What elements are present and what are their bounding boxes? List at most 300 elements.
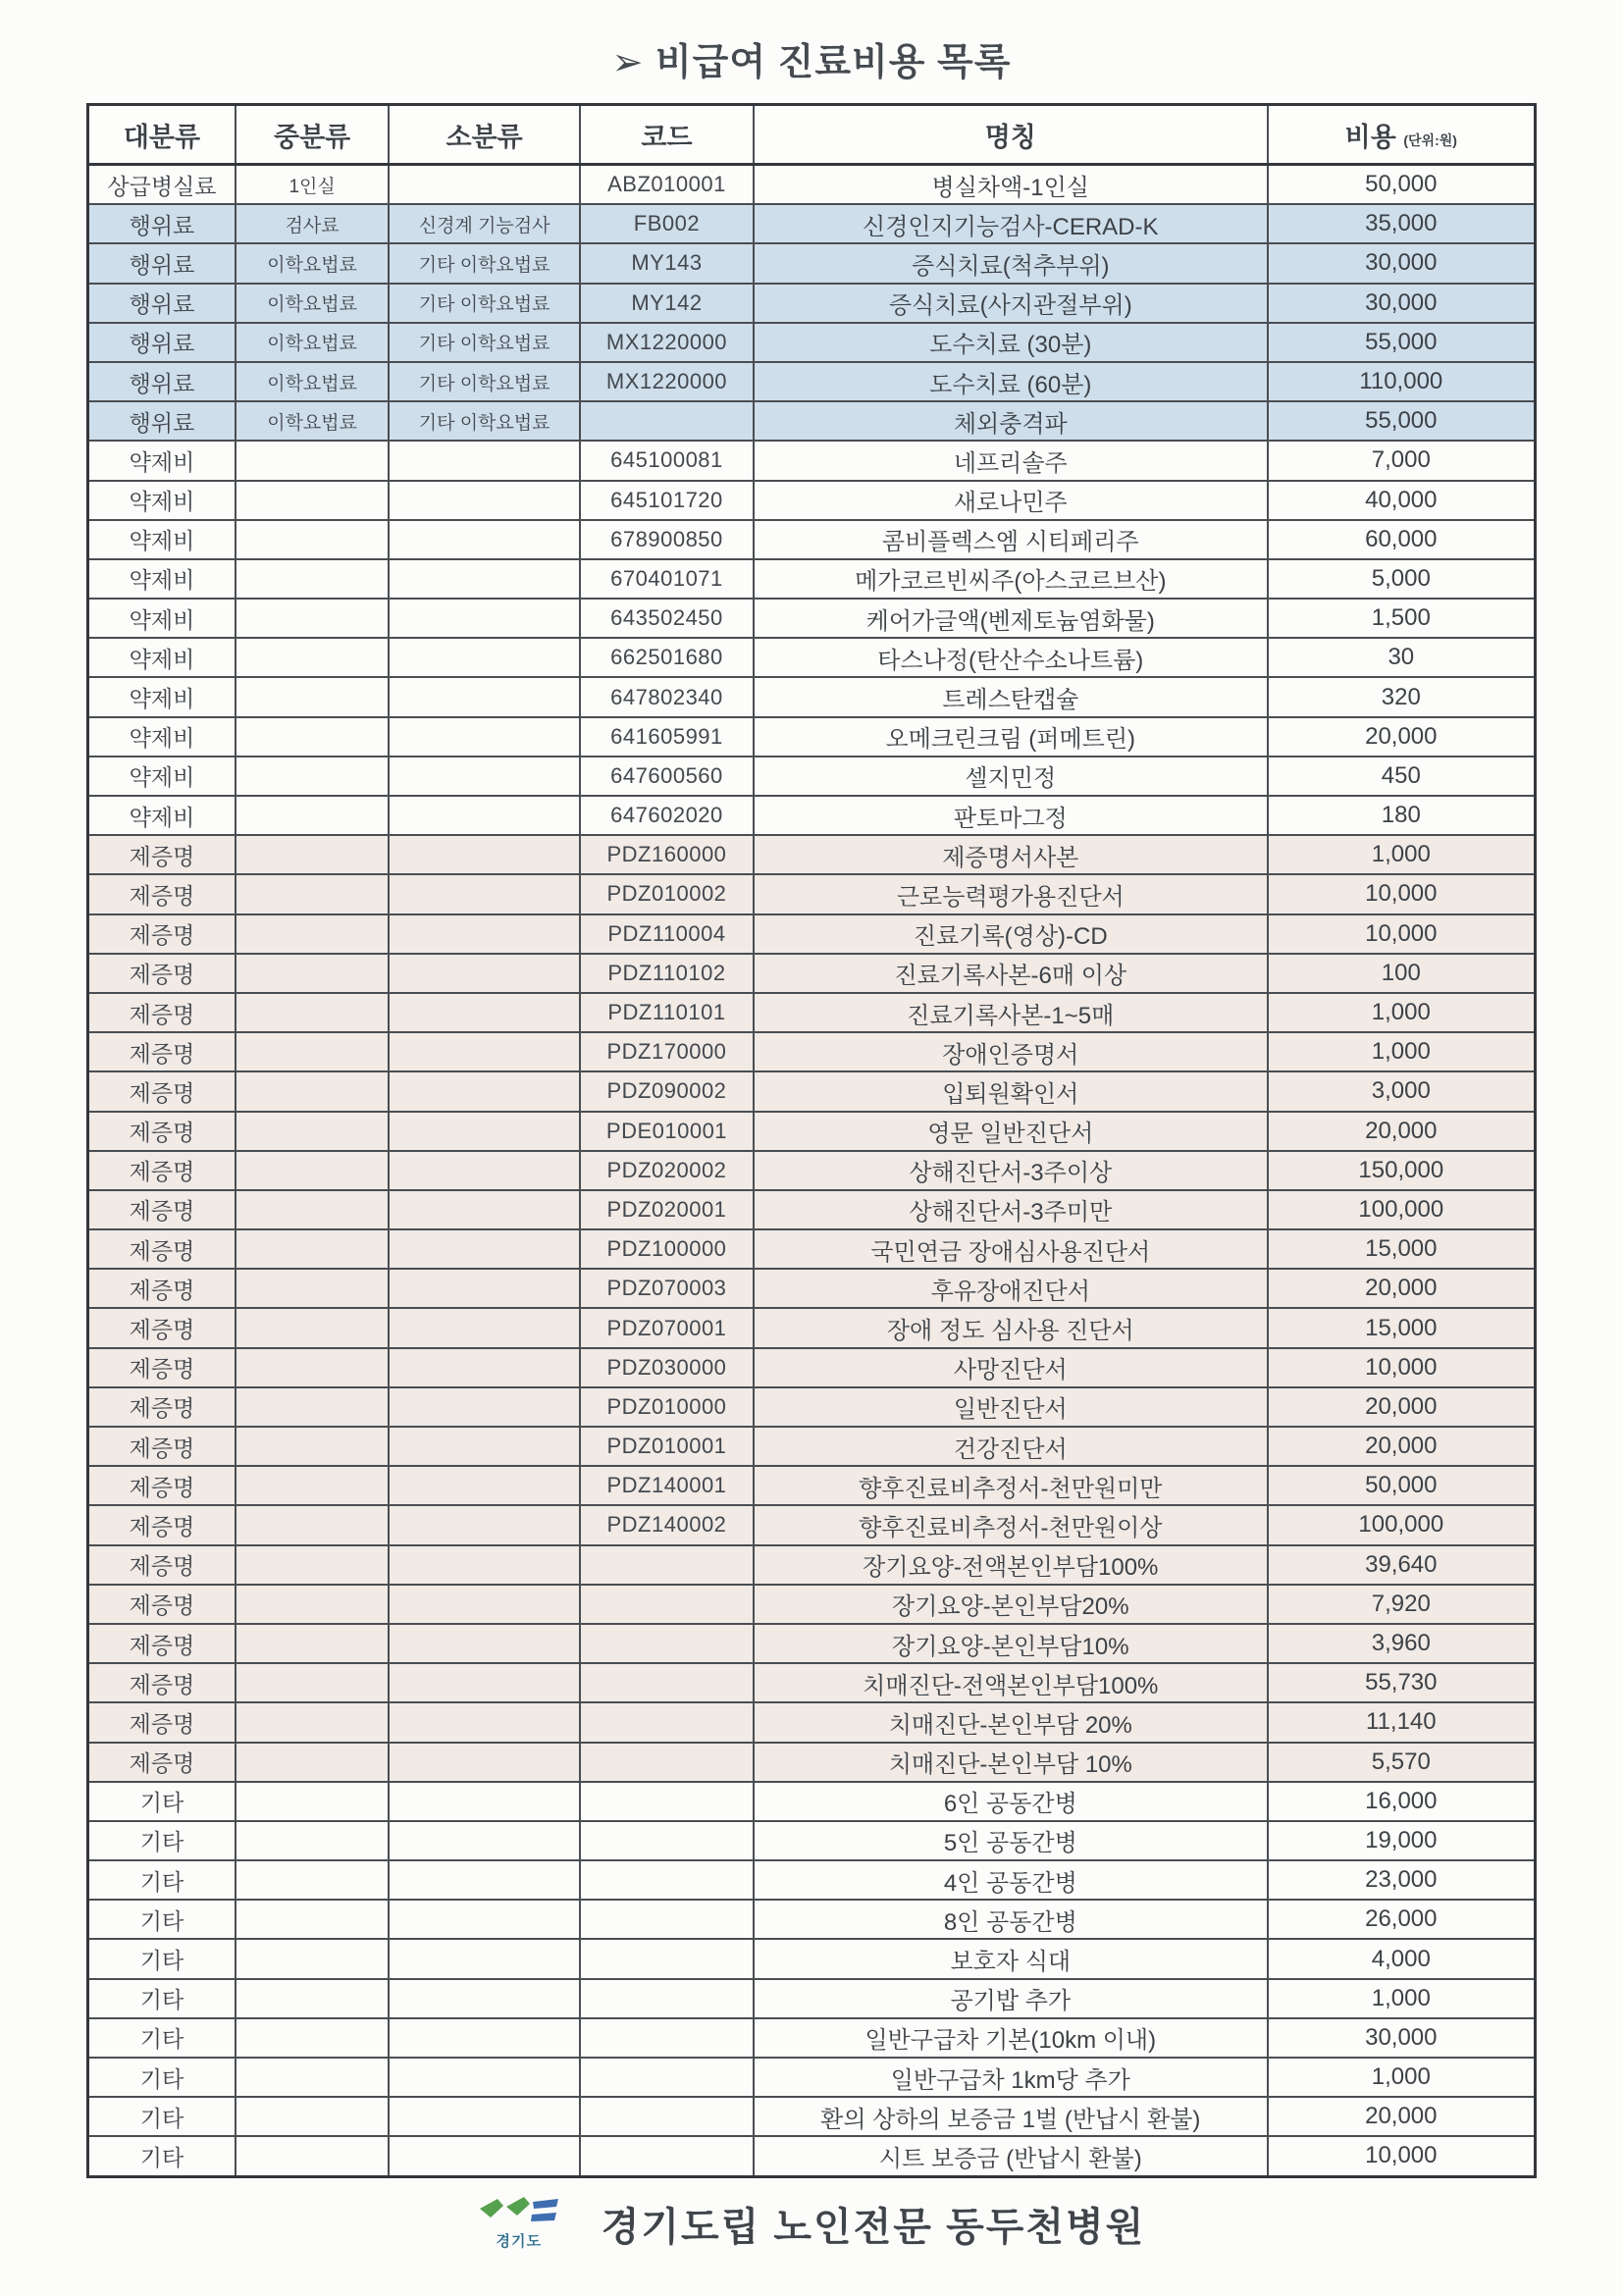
cell-mid-category <box>236 1505 389 1544</box>
cell-name: 공기밥 추가 <box>754 1979 1268 2018</box>
cell-name: 진료기록사본-6매 이상 <box>754 954 1268 993</box>
cell-category: 행위료 <box>88 284 236 323</box>
cell-mid-category <box>236 914 389 954</box>
cell-price: 20,000 <box>1268 717 1536 757</box>
col-header-cost <box>1268 105 1536 165</box>
table-row <box>88 284 1536 323</box>
col-header-mid-category: 중분류 <box>236 105 389 165</box>
cell-code: PDZ110101 <box>580 993 754 1032</box>
cell-sub-category <box>389 559 580 599</box>
cell-category: 제증명 <box>88 1702 236 1742</box>
table-row <box>88 954 1536 993</box>
cell-mid-category <box>236 1979 389 2018</box>
table-row <box>88 1900 1536 1939</box>
cell-category: 약제비 <box>88 717 236 757</box>
cell-mid-category <box>236 1071 389 1111</box>
cell-name: 상해진단서-3주이상 <box>754 1151 1268 1190</box>
cell-price: 1,500 <box>1268 599 1536 638</box>
table-row <box>88 481 1536 520</box>
cell-price: 100,000 <box>1268 1190 1536 1229</box>
table-row <box>88 2136 1536 2176</box>
cell-category: 기타 <box>88 1821 236 1860</box>
cell-mid-category <box>236 1269 389 1308</box>
cell-code: 643502450 <box>580 599 754 638</box>
cell-price: 26,000 <box>1268 1900 1536 1939</box>
table-row <box>88 2058 1536 2097</box>
cell-category: 약제비 <box>88 481 236 520</box>
gyeonggi-logo-icon <box>478 2196 560 2229</box>
cell-category: 약제비 <box>88 441 236 480</box>
cell-category: 행위료 <box>88 323 236 362</box>
cell-name: 케어가글액(벤제토늄염화물) <box>754 599 1268 638</box>
cell-mid-category <box>236 677 389 716</box>
cell-price: 20,000 <box>1268 2097 1536 2136</box>
table-row <box>88 243 1536 283</box>
table-row <box>88 441 1536 480</box>
cell-sub-category: 기타 이학요법료 <box>389 362 580 401</box>
cell-sub-category <box>389 677 580 716</box>
cell-category: 제증명 <box>88 1308 236 1347</box>
cell-name: 체외충격파 <box>754 401 1268 441</box>
cell-code <box>580 401 754 441</box>
table-row <box>88 717 1536 757</box>
cell-price: 35,000 <box>1268 204 1536 243</box>
cell-price: 50,000 <box>1268 165 1536 205</box>
cell-code: FB002 <box>580 204 754 243</box>
cell-name: 4인 공동간병 <box>754 1860 1268 1900</box>
cell-mid-category <box>236 1032 389 1071</box>
cell-category: 제증명 <box>88 1624 236 1663</box>
cell-sub-category <box>389 954 580 993</box>
cell-category: 약제비 <box>88 638 236 677</box>
cell-code <box>580 1702 754 1742</box>
cell-category: 행위료 <box>88 362 236 401</box>
cell-code <box>580 1743 754 1782</box>
cell-price: 30,000 <box>1268 284 1536 323</box>
cell-code: 678900850 <box>580 520 754 559</box>
table-row <box>88 1743 1536 1782</box>
cell-code <box>580 1979 754 2018</box>
cell-code: 647600560 <box>580 757 754 796</box>
cell-mid-category <box>236 441 389 480</box>
cell-code: PDZ010000 <box>580 1387 754 1427</box>
table-row <box>88 1348 1536 1387</box>
cell-name: 보호자 식대 <box>754 1939 1268 1978</box>
cell-code: PDZ010002 <box>580 874 754 913</box>
cell-code <box>580 1821 754 1860</box>
cell-category: 제증명 <box>88 1032 236 1071</box>
cell-category: 제증명 <box>88 1348 236 1387</box>
cell-mid-category: 이학요법료 <box>236 362 389 401</box>
cell-category: 제증명 <box>88 1427 236 1466</box>
cell-code <box>580 1545 754 1585</box>
cell-name: 타스나정(탄산수소나트륨) <box>754 638 1268 677</box>
cell-price: 3,960 <box>1268 1624 1536 1663</box>
cell-name: 치매진단-본인부담 10% <box>754 1743 1268 1782</box>
cell-sub-category <box>389 1702 580 1742</box>
cell-price: 1,000 <box>1268 1032 1536 1071</box>
cell-price: 5,570 <box>1268 1743 1536 1782</box>
cell-code: 647802340 <box>580 677 754 716</box>
cell-code <box>580 2058 754 2097</box>
cell-mid-category <box>236 1308 389 1347</box>
table-row <box>88 874 1536 913</box>
cell-mid-category <box>236 1782 389 1821</box>
cell-sub-category <box>389 1348 580 1387</box>
cell-mid-category <box>236 1585 389 1624</box>
cell-name: 제증명서사본 <box>754 835 1268 874</box>
table-row <box>88 1860 1536 1900</box>
cell-category: 제증명 <box>88 1663 236 1702</box>
table-row <box>88 1308 1536 1347</box>
cell-code <box>580 1782 754 1821</box>
cell-name: 6인 공동간병 <box>754 1782 1268 1821</box>
table-row <box>88 1151 1536 1190</box>
cell-name: 메가코르빈씨주(아스코르브산) <box>754 559 1268 599</box>
cell-sub-category <box>389 1939 580 1978</box>
cell-mid-category <box>236 1743 389 1782</box>
cell-category: 제증명 <box>88 1190 236 1229</box>
cell-price: 30 <box>1268 638 1536 677</box>
cell-name: 셀지민정 <box>754 757 1268 796</box>
cell-category: 약제비 <box>88 757 236 796</box>
cell-name: 판토마그정 <box>754 796 1268 835</box>
cell-name: 입퇴원확인서 <box>754 1071 1268 1111</box>
cell-sub-category <box>389 1151 580 1190</box>
cell-sub-category: 기타 이학요법료 <box>389 401 580 441</box>
cell-mid-category <box>236 638 389 677</box>
cell-code: PDZ030000 <box>580 1348 754 1387</box>
cell-price: 15,000 <box>1268 1308 1536 1347</box>
cell-category: 약제비 <box>88 677 236 716</box>
cell-category: 기타 <box>88 1782 236 1821</box>
table-row <box>88 1939 1536 1978</box>
cell-category: 기타 <box>88 2058 236 2097</box>
cell-price: 40,000 <box>1268 481 1536 520</box>
cell-category: 제증명 <box>88 1505 236 1544</box>
cell-sub-category <box>389 2018 580 2058</box>
cell-name: 병실차액-1인실 <box>754 165 1268 205</box>
cell-name: 신경인지기능검사-CERAD-K <box>754 204 1268 243</box>
cell-code: MY142 <box>580 284 754 323</box>
table-row <box>88 2018 1536 2058</box>
cell-sub-category <box>389 441 580 480</box>
cell-sub-category <box>389 1229 580 1269</box>
cell-code: 647602020 <box>580 796 754 835</box>
cell-name: 새로나민주 <box>754 481 1268 520</box>
cell-code: MX1220000 <box>580 362 754 401</box>
cell-sub-category: 기타 이학요법료 <box>389 243 580 283</box>
cell-mid-category <box>236 1624 389 1663</box>
table-row <box>88 1466 1536 1505</box>
cell-price: 4,000 <box>1268 1939 1536 1978</box>
table-row <box>88 1702 1536 1742</box>
cell-mid-category <box>236 1821 389 1860</box>
cell-category: 제증명 <box>88 1585 236 1624</box>
cell-price: 23,000 <box>1268 1860 1536 1900</box>
cell-mid-category: 이학요법료 <box>236 401 389 441</box>
cell-code <box>580 1900 754 1939</box>
table-row <box>88 520 1536 559</box>
cell-mid-category <box>236 1151 389 1190</box>
cell-category: 행위료 <box>88 243 236 283</box>
cell-sub-category <box>389 914 580 954</box>
cell-name: 8인 공동간병 <box>754 1900 1268 1939</box>
cell-name: 향후진료비추정서-천만원이상 <box>754 1505 1268 1544</box>
cell-code <box>580 2097 754 2136</box>
cell-mid-category <box>236 1348 389 1387</box>
table-row <box>88 204 1536 243</box>
table-row <box>88 1190 1536 1229</box>
table-row <box>88 1427 1536 1466</box>
cell-category: 제증명 <box>88 1387 236 1427</box>
cell-sub-category <box>389 520 580 559</box>
cell-price: 30,000 <box>1268 2018 1536 2058</box>
cell-category: 약제비 <box>88 559 236 599</box>
table-row <box>88 1624 1536 1663</box>
cell-code: PDZ160000 <box>580 835 754 874</box>
cell-sub-category <box>389 2058 580 2097</box>
cell-category: 기타 <box>88 2097 236 2136</box>
table-row <box>88 835 1536 874</box>
cell-category: 제증명 <box>88 914 236 954</box>
cell-price: 55,000 <box>1268 401 1536 441</box>
table-header <box>88 105 1536 165</box>
cell-code: PDZ110004 <box>580 914 754 954</box>
cell-name: 환의 상하의 보증금 1벌 (반납시 환불) <box>754 2097 1268 2136</box>
cell-price: 15,000 <box>1268 1229 1536 1269</box>
table-row <box>88 2097 1536 2136</box>
table-row <box>88 677 1536 716</box>
cell-category: 기타 <box>88 2018 236 2058</box>
cell-sub-category: 기타 이학요법료 <box>389 284 580 323</box>
cell-sub-category <box>389 1190 580 1229</box>
cell-code <box>580 1663 754 1702</box>
table-row <box>88 1071 1536 1111</box>
page-title: ➢ 비급여 진료비용 목록 <box>611 42 1012 83</box>
cell-price: 60,000 <box>1268 520 1536 559</box>
cell-name: 일반구급차 1km당 추가 <box>754 2058 1268 2097</box>
cell-name: 장기요양-본인부담20% <box>754 1585 1268 1624</box>
cell-price: 1,000 <box>1268 1979 1536 2018</box>
cell-category: 제증명 <box>88 835 236 874</box>
table-row <box>88 1032 1536 1071</box>
cell-sub-category <box>389 993 580 1032</box>
cell-code: 645101720 <box>580 481 754 520</box>
cell-mid-category <box>236 1860 389 1900</box>
cell-name: 도수치료 (30분) <box>754 323 1268 362</box>
cell-category: 기타 <box>88 1860 236 1900</box>
cell-sub-category <box>389 1860 580 1900</box>
cell-code: PDZ020001 <box>580 1190 754 1229</box>
cell-price: 110,000 <box>1268 362 1536 401</box>
cell-sub-category <box>389 1821 580 1860</box>
cell-name: 장기요양-본인부담10% <box>754 1624 1268 1663</box>
cell-code: PDZ170000 <box>580 1032 754 1071</box>
cell-price: 450 <box>1268 757 1536 796</box>
cell-mid-category <box>236 796 389 835</box>
col-header-name: 명칭 <box>754 105 1268 165</box>
cell-code: MX1220000 <box>580 323 754 362</box>
cell-name: 트레스탄캡슐 <box>754 677 1268 716</box>
cell-sub-category <box>389 1624 580 1663</box>
cell-sub-category <box>389 1979 580 2018</box>
cell-code: PDE010001 <box>580 1112 754 1151</box>
cell-sub-category <box>389 1071 580 1111</box>
table-row <box>88 1821 1536 1860</box>
footer <box>0 2196 1623 2252</box>
cell-code <box>580 1860 754 1900</box>
cell-price: 20,000 <box>1268 1269 1536 1308</box>
cell-mid-category <box>236 1466 389 1505</box>
cell-category: 제증명 <box>88 1229 236 1269</box>
cell-mid-category <box>236 1663 389 1702</box>
hospital-name: 경기도립 노인전문 동두천병원 <box>601 2205 1146 2249</box>
cell-mid-category <box>236 599 389 638</box>
cell-name: 향후진료비추정서-천만원미만 <box>754 1466 1268 1505</box>
cell-name: 시트 보증금 (반납시 환불) <box>754 2136 1268 2176</box>
cell-code <box>580 1939 754 1978</box>
table-row <box>88 1505 1536 1544</box>
cell-category: 행위료 <box>88 401 236 441</box>
cell-category: 약제비 <box>88 599 236 638</box>
cell-sub-category <box>389 1427 580 1466</box>
cell-mid-category <box>236 2097 389 2136</box>
cell-sub-category <box>389 796 580 835</box>
cell-code <box>580 2018 754 2058</box>
cell-sub-category <box>389 1387 580 1427</box>
cell-code: 662501680 <box>580 638 754 677</box>
cell-mid-category <box>236 1939 389 1978</box>
cell-sub-category <box>389 1112 580 1151</box>
cell-code: PDZ110102 <box>580 954 754 993</box>
cell-name: 네프리솔주 <box>754 441 1268 480</box>
table-row <box>88 1229 1536 1269</box>
cell-sub-category <box>389 1466 580 1505</box>
cell-price: 20,000 <box>1268 1112 1536 1151</box>
cell-price: 7,920 <box>1268 1585 1536 1624</box>
table-row <box>88 559 1536 599</box>
table-row <box>88 1979 1536 2018</box>
cell-name: 일반진단서 <box>754 1387 1268 1427</box>
cell-code <box>580 1624 754 1663</box>
cell-name: 사망진단서 <box>754 1348 1268 1387</box>
cell-price: 5,000 <box>1268 559 1536 599</box>
table-row <box>88 165 1536 205</box>
cell-price: 3,000 <box>1268 1071 1536 1111</box>
cell-sub-category <box>389 2136 580 2176</box>
cell-name: 장애 정도 심사용 진단서 <box>754 1308 1268 1347</box>
table-row <box>88 1387 1536 1427</box>
cell-mid-category <box>236 2018 389 2058</box>
cell-name: 일반구급차 기본(10km 이내) <box>754 2018 1268 2058</box>
cell-mid-category <box>236 1900 389 1939</box>
cell-name: 치매진단-전액본인부담100% <box>754 1663 1268 1702</box>
cell-category: 기타 <box>88 2136 236 2176</box>
cell-code: ABZ010001 <box>580 165 754 205</box>
cell-mid-category: 이학요법료 <box>236 243 389 283</box>
cell-category: 제증명 <box>88 1151 236 1190</box>
cell-price: 30,000 <box>1268 243 1536 283</box>
cell-sub-category <box>389 481 580 520</box>
cell-name: 진료기록사본-1~5매 <box>754 993 1268 1032</box>
cell-sub-category: 신경계 기능검사 <box>389 204 580 243</box>
cell-price: 10,000 <box>1268 2136 1536 2176</box>
cell-name: 증식치료(척추부위) <box>754 243 1268 283</box>
cell-mid-category <box>236 1387 389 1427</box>
cell-price: 11,140 <box>1268 1702 1536 1742</box>
cell-mid-category <box>236 874 389 913</box>
cell-mid-category <box>236 2058 389 2097</box>
cell-mid-category <box>236 954 389 993</box>
cell-sub-category <box>389 1900 580 1939</box>
cell-category: 제증명 <box>88 1112 236 1151</box>
cell-code: PDZ010001 <box>580 1427 754 1466</box>
cell-category: 제증명 <box>88 993 236 1032</box>
cell-price: 10,000 <box>1268 874 1536 913</box>
table-row <box>88 401 1536 441</box>
cell-price: 100,000 <box>1268 1505 1536 1544</box>
cell-category: 상급병실료 <box>88 165 236 205</box>
cell-sub-category <box>389 1308 580 1347</box>
cell-mid-category <box>236 559 389 599</box>
cell-category: 약제비 <box>88 520 236 559</box>
cell-sub-category <box>389 874 580 913</box>
cell-code: PDZ100000 <box>580 1229 754 1269</box>
cell-price: 16,000 <box>1268 1782 1536 1821</box>
cell-price: 7,000 <box>1268 441 1536 480</box>
cell-category: 제증명 <box>88 1071 236 1111</box>
cell-price: 150,000 <box>1268 1151 1536 1190</box>
cell-code: PDZ020002 <box>580 1151 754 1190</box>
cell-name: 후유장애진단서 <box>754 1269 1268 1308</box>
cell-name: 장애인증명서 <box>754 1032 1268 1071</box>
cell-name: 증식치료(사지관절부위) <box>754 284 1268 323</box>
cell-mid-category <box>236 835 389 874</box>
cell-sub-category <box>389 1545 580 1585</box>
cell-mid-category <box>236 1427 389 1466</box>
gyeonggi-logo-caption: 경기도 <box>496 2233 542 2251</box>
table-row <box>88 796 1536 835</box>
cell-code: PDZ090002 <box>580 1071 754 1111</box>
cell-category: 약제비 <box>88 796 236 835</box>
cost-header-label: 비용 <box>1344 122 1396 152</box>
cell-name: 진료기록(영상)-CD <box>754 914 1268 954</box>
table-row <box>88 1782 1536 1821</box>
table-row <box>88 1269 1536 1308</box>
cell-mid-category <box>236 1112 389 1151</box>
cell-price: 50,000 <box>1268 1466 1536 1505</box>
cell-price: 39,640 <box>1268 1545 1536 1585</box>
cell-category: 제증명 <box>88 1545 236 1585</box>
header-row <box>88 105 1536 165</box>
cell-price: 20,000 <box>1268 1427 1536 1466</box>
table-row <box>88 914 1536 954</box>
cell-name: 근로능력평가용진단서 <box>754 874 1268 913</box>
cell-price: 180 <box>1268 796 1536 835</box>
cell-sub-category <box>389 1743 580 1782</box>
cell-name: 5인 공동간병 <box>754 1821 1268 1860</box>
cell-name: 장기요양-전액본인부담100% <box>754 1545 1268 1585</box>
table-row <box>88 599 1536 638</box>
table-row <box>88 638 1536 677</box>
cell-mid-category <box>236 481 389 520</box>
cell-sub-category <box>389 717 580 757</box>
cell-name: 오메크린크림 (퍼메트린) <box>754 717 1268 757</box>
table-row <box>88 1663 1536 1702</box>
cell-price: 10,000 <box>1268 1348 1536 1387</box>
cell-name: 상해진단서-3주미만 <box>754 1190 1268 1229</box>
